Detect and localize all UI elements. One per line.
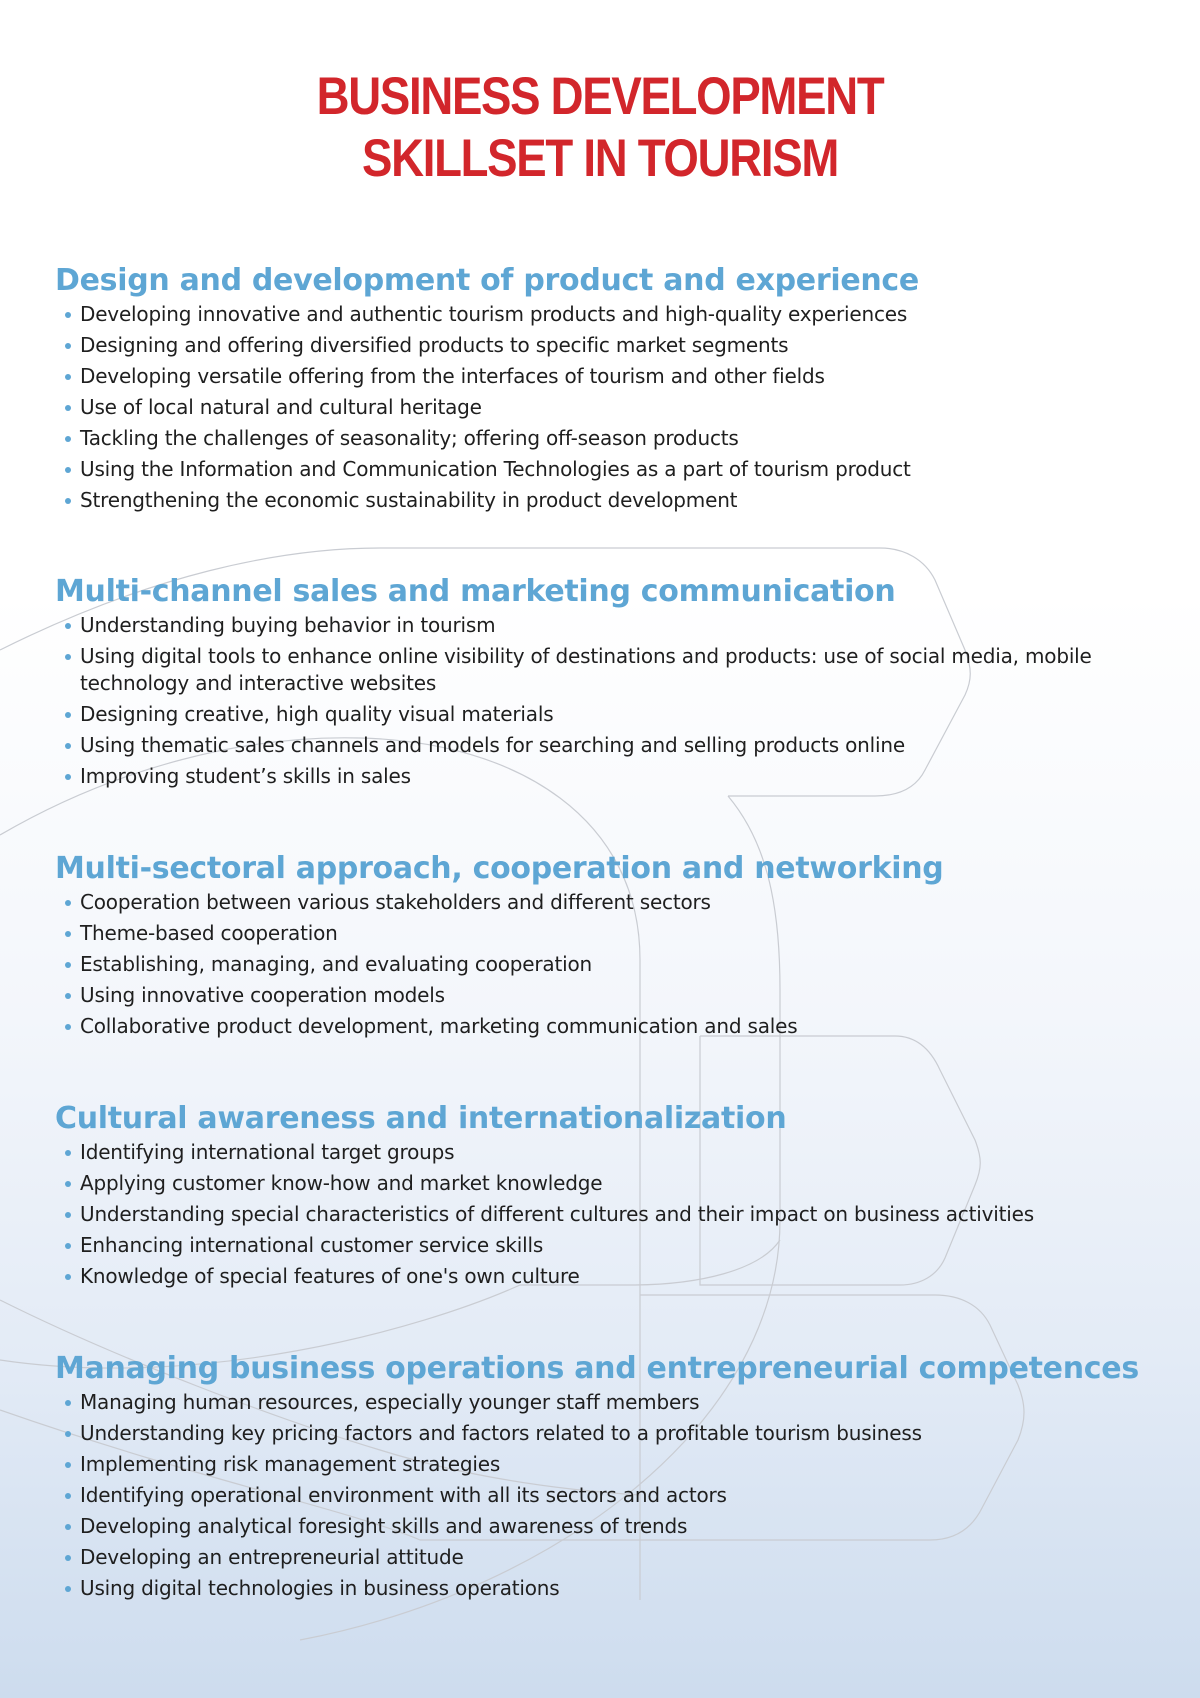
list-item: Cooperation between various stakeholders and different sectors	[55, 889, 1165, 916]
bullet-icon	[65, 743, 71, 749]
bullet-icon	[65, 654, 71, 660]
section-heading: Managing business operations and entrepreneurial competences	[55, 1351, 1139, 1386]
page-title-line2: SKILLSET IN TOURISM	[361, 129, 839, 188]
list-item: Developing versatile offering from the interfaces of tourism and other fields	[55, 363, 1165, 390]
list-item: Improving student’s skills in sales	[55, 763, 1165, 790]
bullet-icon	[65, 374, 71, 380]
list-item: Understanding buying behavior in tourism	[55, 612, 1165, 639]
bullet-icon	[65, 1400, 71, 1406]
list-item: Strengthening the economic sustainability in product development	[55, 487, 1165, 514]
bullet-list	[55, 1139, 1165, 1290]
list-item: Theme-based cooperation	[55, 920, 1165, 947]
list-item: Designing and offering diversified products to specific market segments	[55, 332, 1165, 359]
list-item: Using innovative cooperation models	[55, 982, 1165, 1009]
bullet-icon	[65, 1555, 71, 1561]
section-sales-marketing	[55, 574, 1165, 794]
bullet-icon	[65, 623, 71, 629]
section-business-operations	[55, 1351, 1165, 1606]
list-item: Identifying operational environment with all its sectors and actors	[55, 1482, 1165, 1509]
list-item: Using digital tools to enhance online visibility of destinations and products: use of social media, mobile technology and interactive websites	[55, 643, 1165, 697]
bullet-icon	[65, 343, 71, 349]
list-item: Managing human resources, especially younger staff members	[55, 1389, 1165, 1416]
list-item: Developing analytical foresight skills and awareness of trends	[55, 1513, 1165, 1540]
list-item: Use of local natural and cultural heritage	[55, 394, 1165, 421]
bullet-list	[55, 301, 1165, 514]
bullet-icon	[65, 1181, 71, 1187]
bullet-icon	[65, 436, 71, 442]
bullet-icon	[65, 498, 71, 504]
page-title	[84, 66, 1116, 190]
list-item: Knowledge of special features of one's own culture	[55, 1263, 1165, 1290]
bullet-icon	[65, 1212, 71, 1218]
bullet-icon	[65, 712, 71, 718]
section-heading: Multi-channel sales and marketing communication	[55, 574, 896, 609]
list-item: Collaborative product development, marketing communication and sales	[55, 1013, 1165, 1040]
bullet-list	[55, 612, 1165, 790]
bullet-icon	[65, 467, 71, 473]
bullet-icon	[65, 993, 71, 999]
bullet-icon	[65, 1431, 71, 1437]
bullet-icon	[65, 1524, 71, 1530]
bullet-icon	[65, 962, 71, 968]
section-product-design	[55, 263, 1165, 518]
section-heading: Multi-sectoral approach, cooperation and networking	[55, 851, 944, 886]
bullet-list	[55, 889, 1165, 1040]
list-item: Tackling the challenges of seasonality; offering off-season products	[55, 425, 1165, 452]
bullet-icon	[65, 1274, 71, 1280]
list-item: Using thematic sales channels and models for searching and selling products online	[55, 732, 1165, 759]
list-item: Establishing, managing, and evaluating cooperation	[55, 951, 1165, 978]
bullet-icon	[65, 774, 71, 780]
list-item: Designing creative, high quality visual materials	[55, 701, 1165, 728]
bullet-icon	[65, 931, 71, 937]
section-heading: Cultural awareness and internationalization	[55, 1101, 787, 1136]
bullet-icon	[65, 1586, 71, 1592]
bullet-icon	[65, 1024, 71, 1030]
bullet-icon	[65, 405, 71, 411]
bullet-icon	[65, 312, 71, 318]
section-cultural-awareness	[55, 1101, 1165, 1294]
list-item: Understanding key pricing factors and factors related to a profitable tourism business	[55, 1420, 1165, 1447]
list-item: Enhancing international customer service skills	[55, 1232, 1165, 1259]
list-item: Identifying international target groups	[55, 1139, 1165, 1166]
bullet-icon	[65, 900, 71, 906]
page-title-line1: BUSINESS DEVELOPMENT	[316, 67, 884, 126]
list-item: Developing innovative and authentic tourism products and high-quality experiences	[55, 301, 1165, 328]
list-item: Developing an entrepreneurial attitude	[55, 1544, 1165, 1571]
list-item: Applying customer know-how and market knowledge	[55, 1170, 1165, 1197]
bullet-list	[55, 1389, 1165, 1602]
bullet-icon	[65, 1462, 71, 1468]
list-item: Using digital technologies in business operations	[55, 1575, 1165, 1602]
list-item: Understanding special characteristics of different cultures and their impact on business activities	[55, 1201, 1165, 1228]
section-cooperation-networking	[55, 851, 1165, 1044]
list-item: Implementing risk management strategies	[55, 1451, 1165, 1478]
list-item: Using the Information and Communication Technologies as a part of tourism product	[55, 456, 1165, 483]
bullet-icon	[65, 1493, 71, 1499]
section-heading: Design and development of product and experience	[55, 263, 919, 298]
bullet-icon	[65, 1150, 71, 1156]
bullet-icon	[65, 1243, 71, 1249]
